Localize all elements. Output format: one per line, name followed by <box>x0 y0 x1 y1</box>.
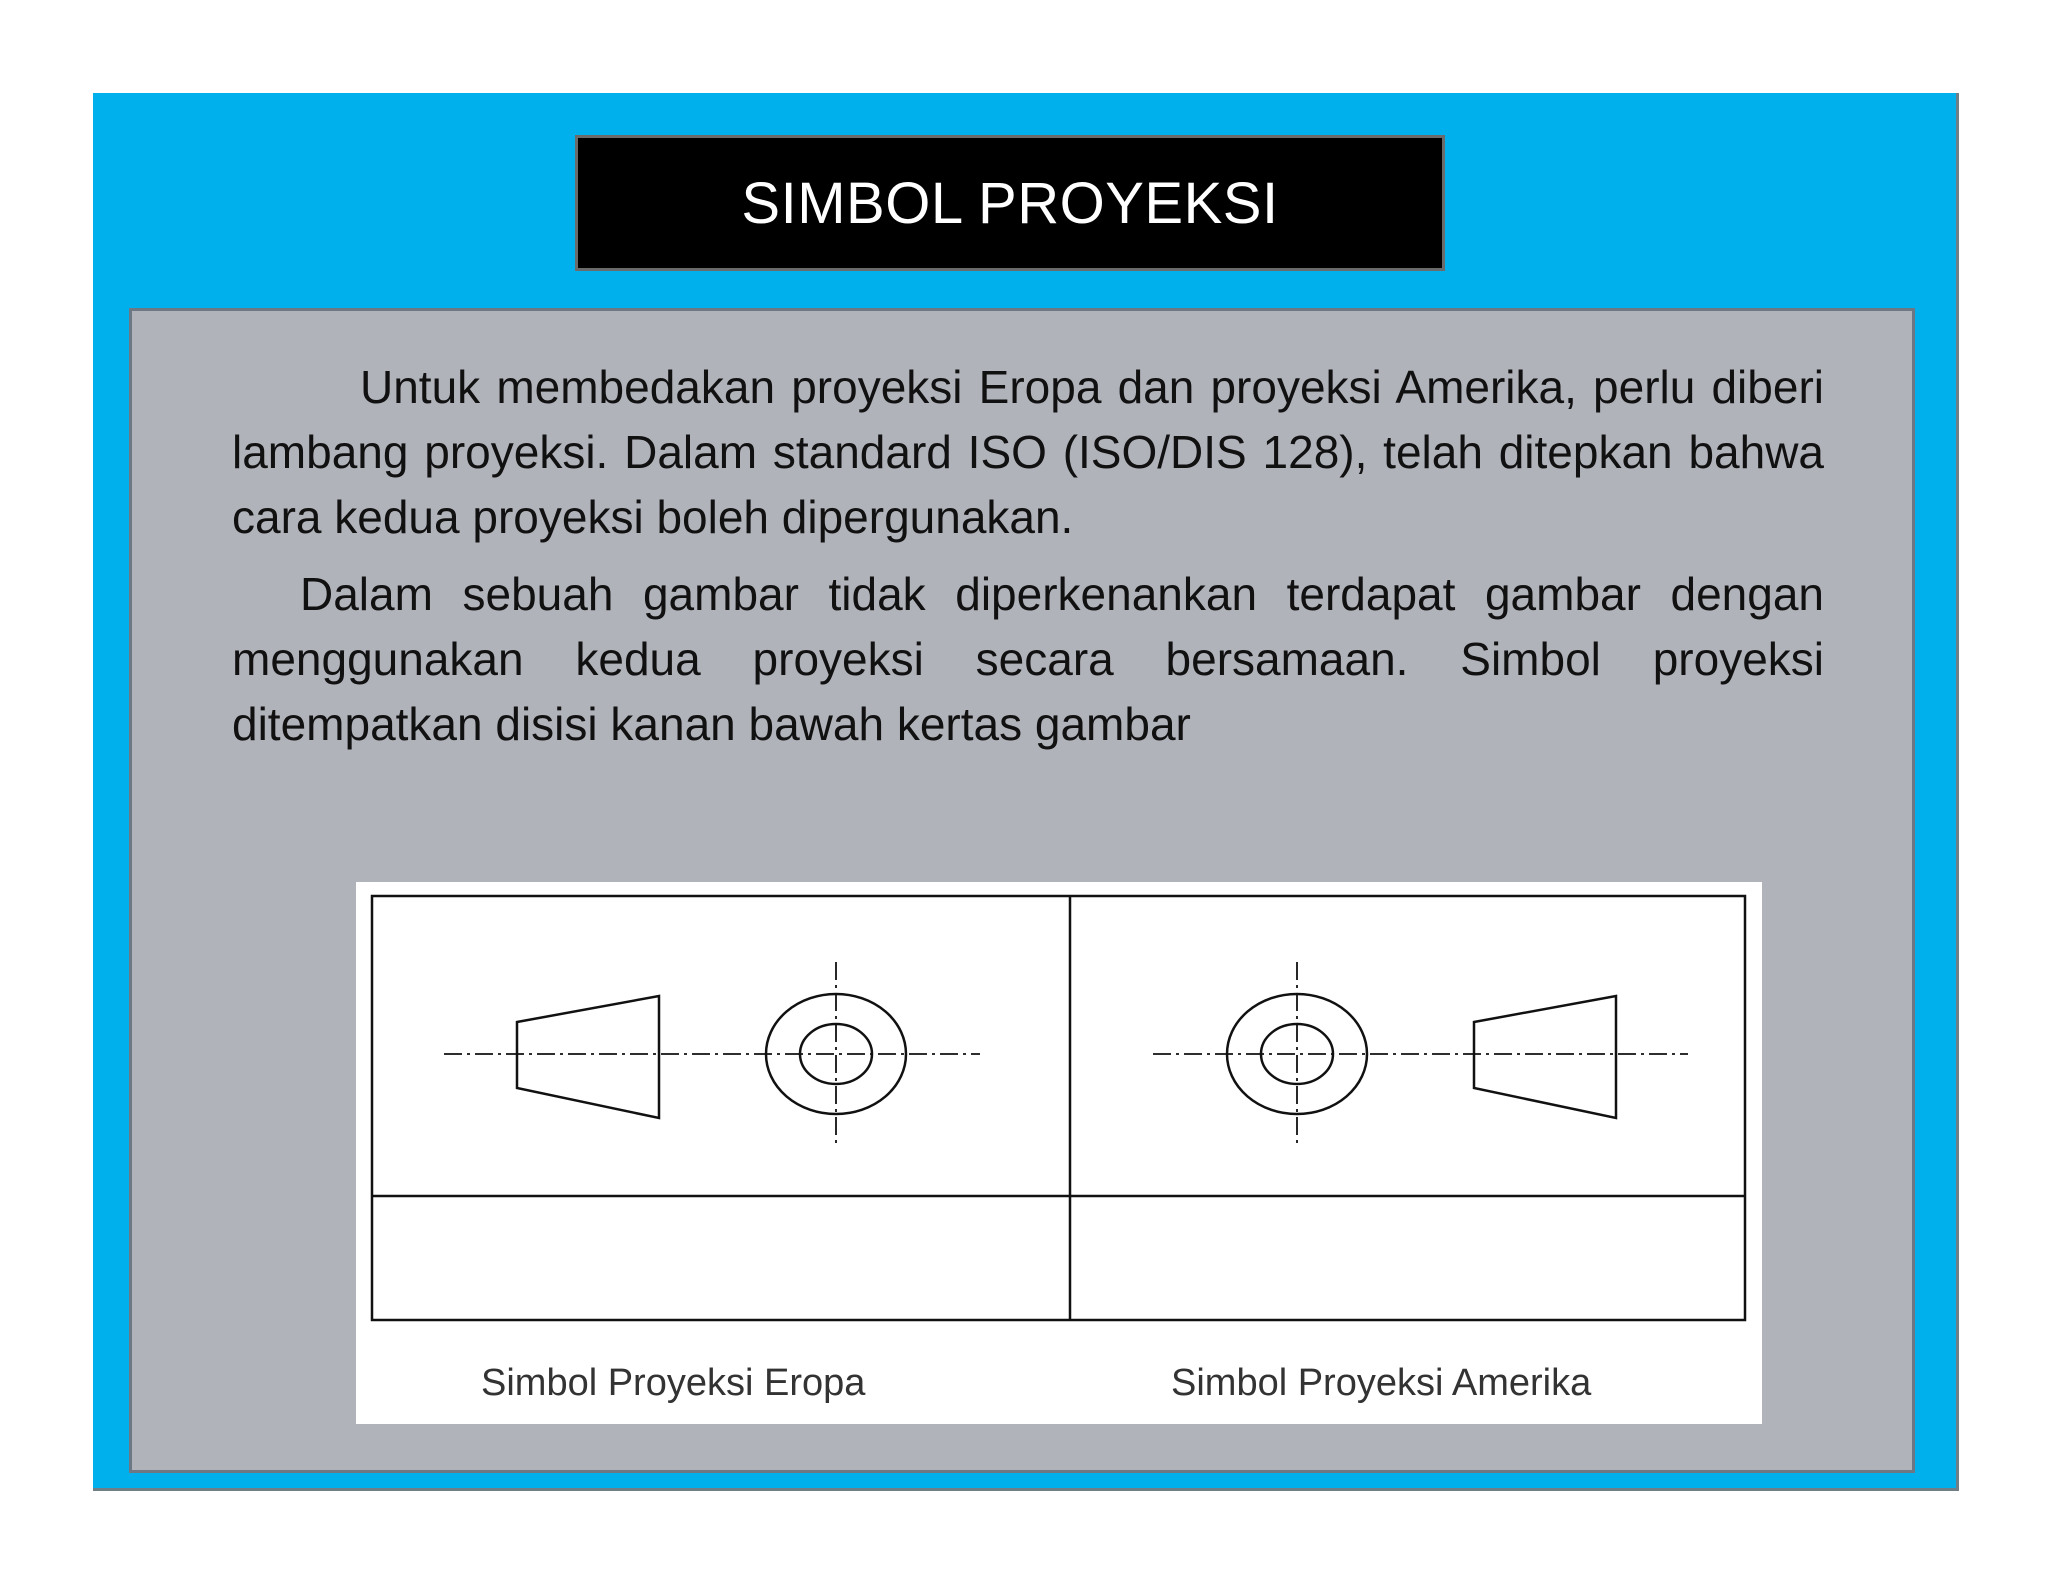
caption-amerika: Simbol Proyeksi Amerika <box>1171 1362 1592 1404</box>
projection-symbols-drawing <box>356 882 1762 1424</box>
caption-eropa: Simbol Proyeksi Eropa <box>481 1362 866 1404</box>
body-text <box>232 355 1824 757</box>
title-box <box>575 135 1445 271</box>
slide-title: SIMBOL PROYEKSI <box>741 170 1279 236</box>
paragraph-2: Dalam sebuah gambar tidak diperkenankan terdapat gambar dengan menggunakan kedua proyeksi secara bersamaan. Simbol proyeksi ditempatkan disisi kanan bawah kertas gambar <box>232 568 1824 750</box>
paragraph-1: Untuk membedakan proyeksi Eropa dan proyeksi Amerika, perlu diberi lambang proyeksi. Dalam standard ISO (ISO/DIS 128), telah ditepkan bahwa cara kedua proyeksi boleh dipergunakan. <box>232 361 1824 543</box>
eropa-cone-side-view <box>517 996 659 1118</box>
projection-symbols-figure <box>356 882 1762 1424</box>
amerika-cone-side-view <box>1474 996 1616 1118</box>
symbol-table-frame <box>372 896 1745 1320</box>
